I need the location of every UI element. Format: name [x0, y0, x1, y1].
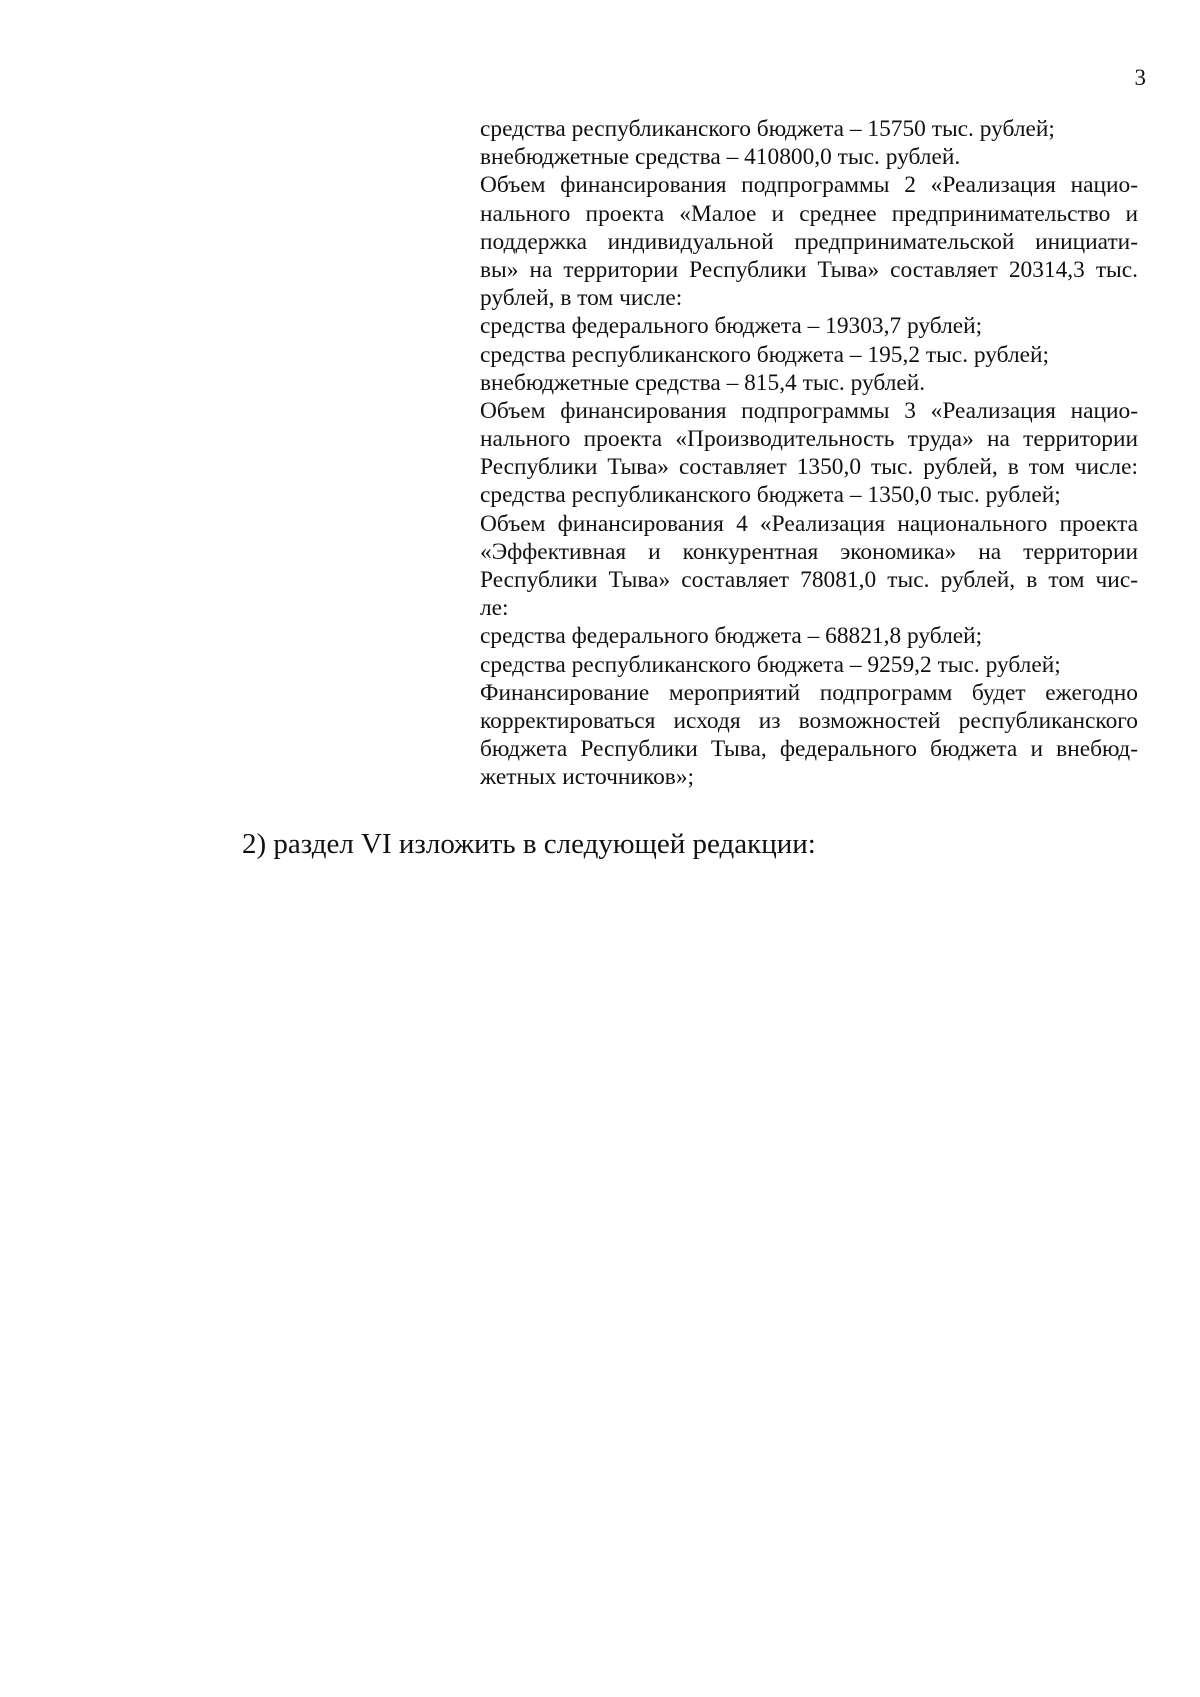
text-line: средства республиканского бюджета – 195,2 тыс. рублей; [480, 341, 1050, 368]
text-line: внебюджетные средства – 410800,0 тыс. рублей. [480, 144, 961, 171]
text-line: жетных источников»; [480, 764, 695, 791]
text-line: средства федерального бюджета – 19303,7 рублей; [480, 313, 983, 340]
text-line: средства федерального бюджета – 68821,8 рублей; [480, 623, 983, 650]
funding-text-block [480, 115, 1138, 792]
text-line: ле: [480, 595, 509, 622]
text-line: «Эффективная и конкурентная экономика» на территории [480, 538, 1138, 565]
text-line: средства республиканского бюджета – 15750 тыс. рублей; [480, 116, 1055, 142]
text-line: Объем финансирования 4 «Реализация национального проекта [480, 510, 1138, 537]
text-line: внебюджетные средства – 815,4 тыс. рублей. [480, 369, 926, 396]
text-line: рублей, в том числе: [480, 285, 683, 312]
section-instruction: 2) раздел VI изложить в следующей редакции: [242, 828, 816, 860]
page-number: 3 [1134, 65, 1146, 90]
text-line: бюджета Республики Тыва, федерального бюджета и внебюд- [480, 736, 1138, 763]
text-line: средства республиканского бюджета – 1350,0 тыс. рублей; [480, 482, 1061, 509]
text-line: корректироваться исходя из возможностей республиканского [480, 707, 1138, 734]
text-line: нального проекта «Производительность труда» на территории [480, 426, 1138, 453]
text-line: Республики Тыва» составляет 78081,0 тыс. рублей, в том чис- [480, 567, 1138, 593]
text-line: Объем финансирования подпрограммы 3 «Реализация нацио- [480, 397, 1138, 424]
text-line: нального проекта «Малое и среднее предпринимательство и [480, 200, 1138, 227]
text-line: Республики Тыва» составляет 1350,0 тыс. рублей, в том числе: [480, 454, 1138, 481]
text-line: поддержка индивидуальной предпринимательской инициати- [480, 228, 1138, 255]
text-line: Финансирование мероприятий подпрограмм будет ежегодно [480, 679, 1138, 706]
text-line: вы» на территории Республики Тыва» составляет 20314,3 тыс. [480, 256, 1138, 283]
text-line: средства республиканского бюджета – 9259,2 тыс. рублей; [480, 651, 1061, 678]
text-line: Объем финансирования подпрограммы 2 «Реализация нацио- [480, 172, 1138, 199]
